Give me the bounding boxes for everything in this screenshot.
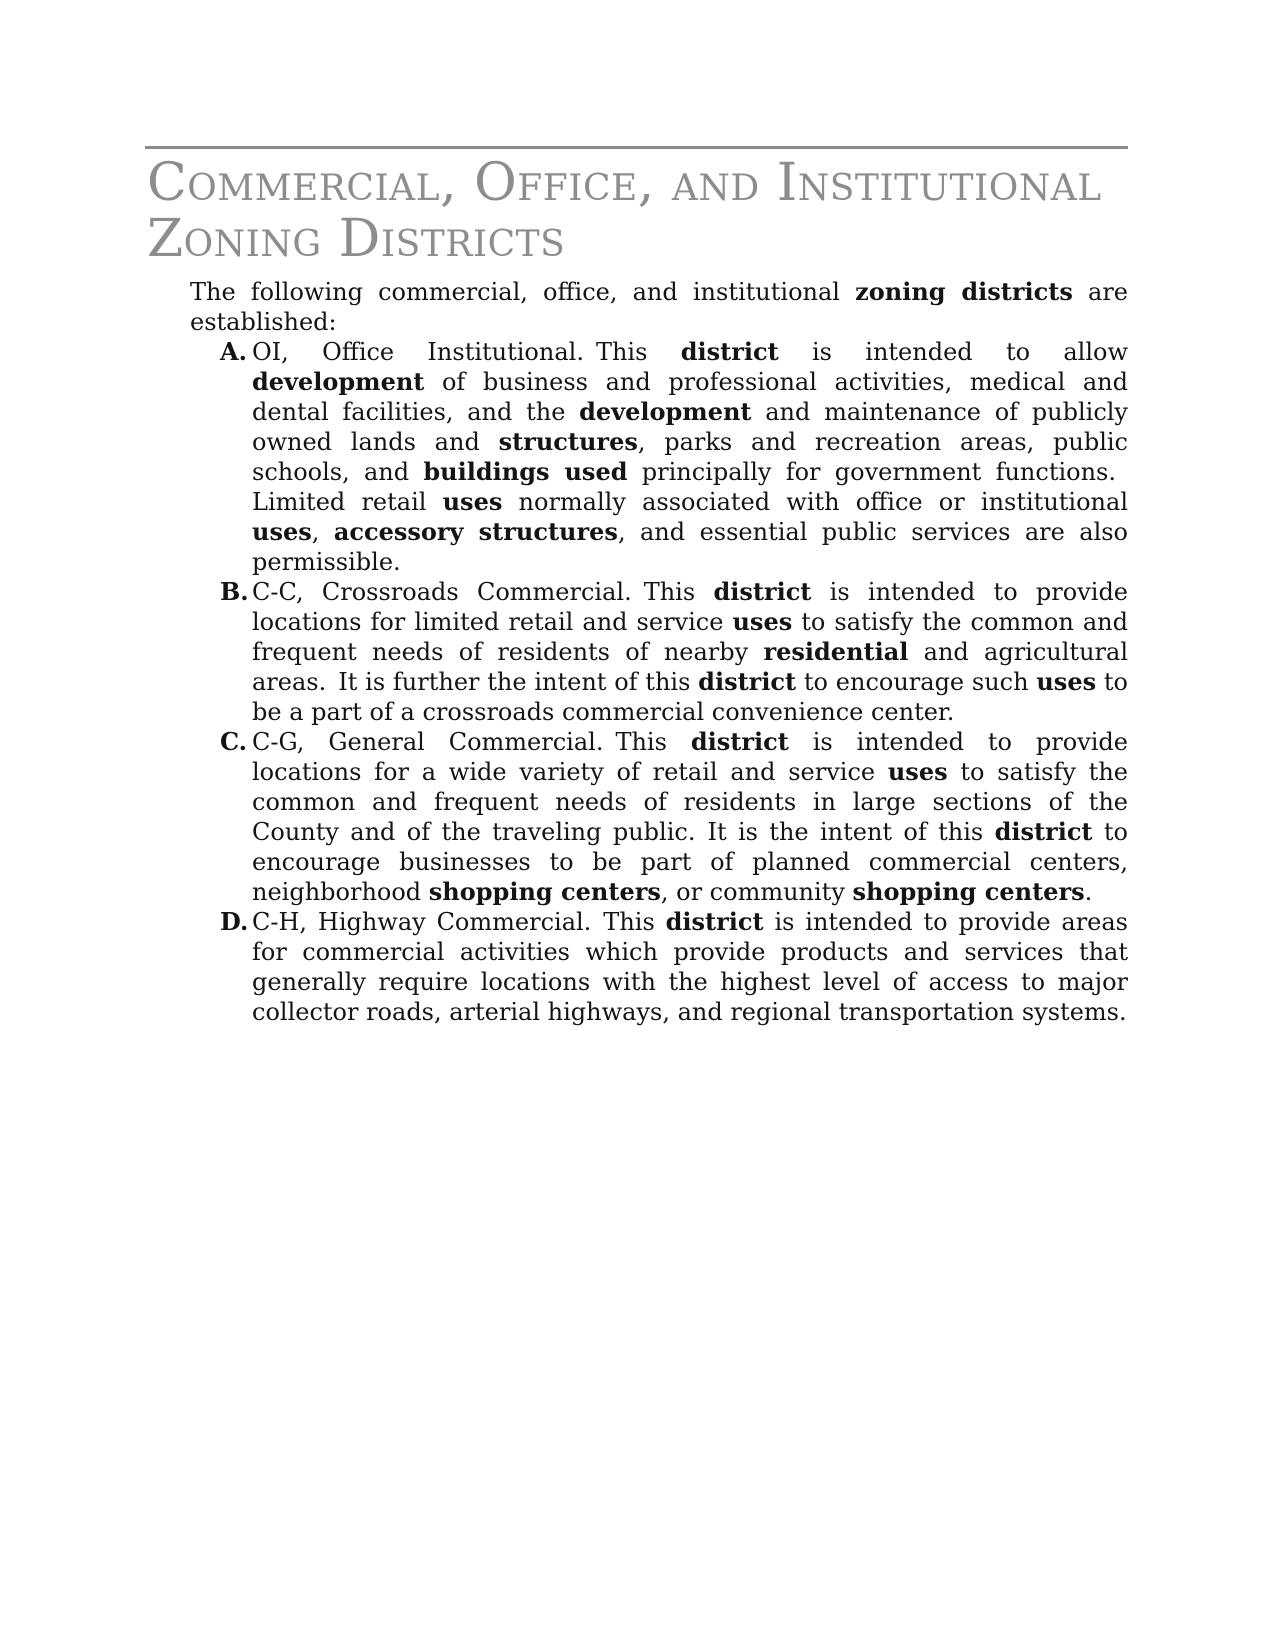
page-title-line-1: Commercial, Office, and Institutional [147,153,1102,213]
list-item-c [145,727,1128,907]
list-item-b [145,577,1128,727]
text-column [145,146,1128,1027]
list-item-marker: B. [220,577,249,606]
list-item-text: OI, Office Institutional. This district is intended to allow development of business and professional activities, medical and dental facilities, and the development and maintenance of publicly owned lands and structures, parks and recreation areas, public schools, and buildings used principally for government functions. Limited retail uses normally associated with office or institutional uses, accessory structures, and essential public services are also permissible. [252,337,1129,576]
list-item-marker: C. [220,727,248,756]
page-title-line-2: Zoning Districts [147,209,566,269]
intro-paragraph: The following commercial, office, and institutional zoning districts are established: [190,277,1128,336]
horizontal-rule [145,146,1128,149]
list-item-text: C-G, General Commercial. This district is intended to provide locations for a wide variety of retail and service uses to satisfy the common and frequent needs of residents in large sections of the County and of the traveling public. It is the intent of this district to encourage businesses to be part of planned commercial centers, neighborhood shopping centers, or community shopping centers. [252,727,1128,906]
list-item-text: C-H, Highway Commercial. This district is intended to provide areas for commercial activities which provide products and services that generally require locations with the highest level of access to major collector roads, arterial highways, and regional transportation systems. [252,907,1128,1026]
list-item-text: C-C, Crossroads Commercial. This district is intended to provide locations for limited retail and service uses to satisfy the common and frequent needs of residents of nearby residential and agricultural areas. It is further the intent of this district to encourage such uses to be a part of a crossroads commercial convenience center. [252,577,1129,726]
list-item-marker: D. [220,907,249,936]
list-item-a [145,337,1128,577]
list-item-marker: A. [220,337,247,366]
list-item-d [145,907,1128,1027]
page-title [147,155,1128,267]
zoning-district-list [145,337,1128,1027]
